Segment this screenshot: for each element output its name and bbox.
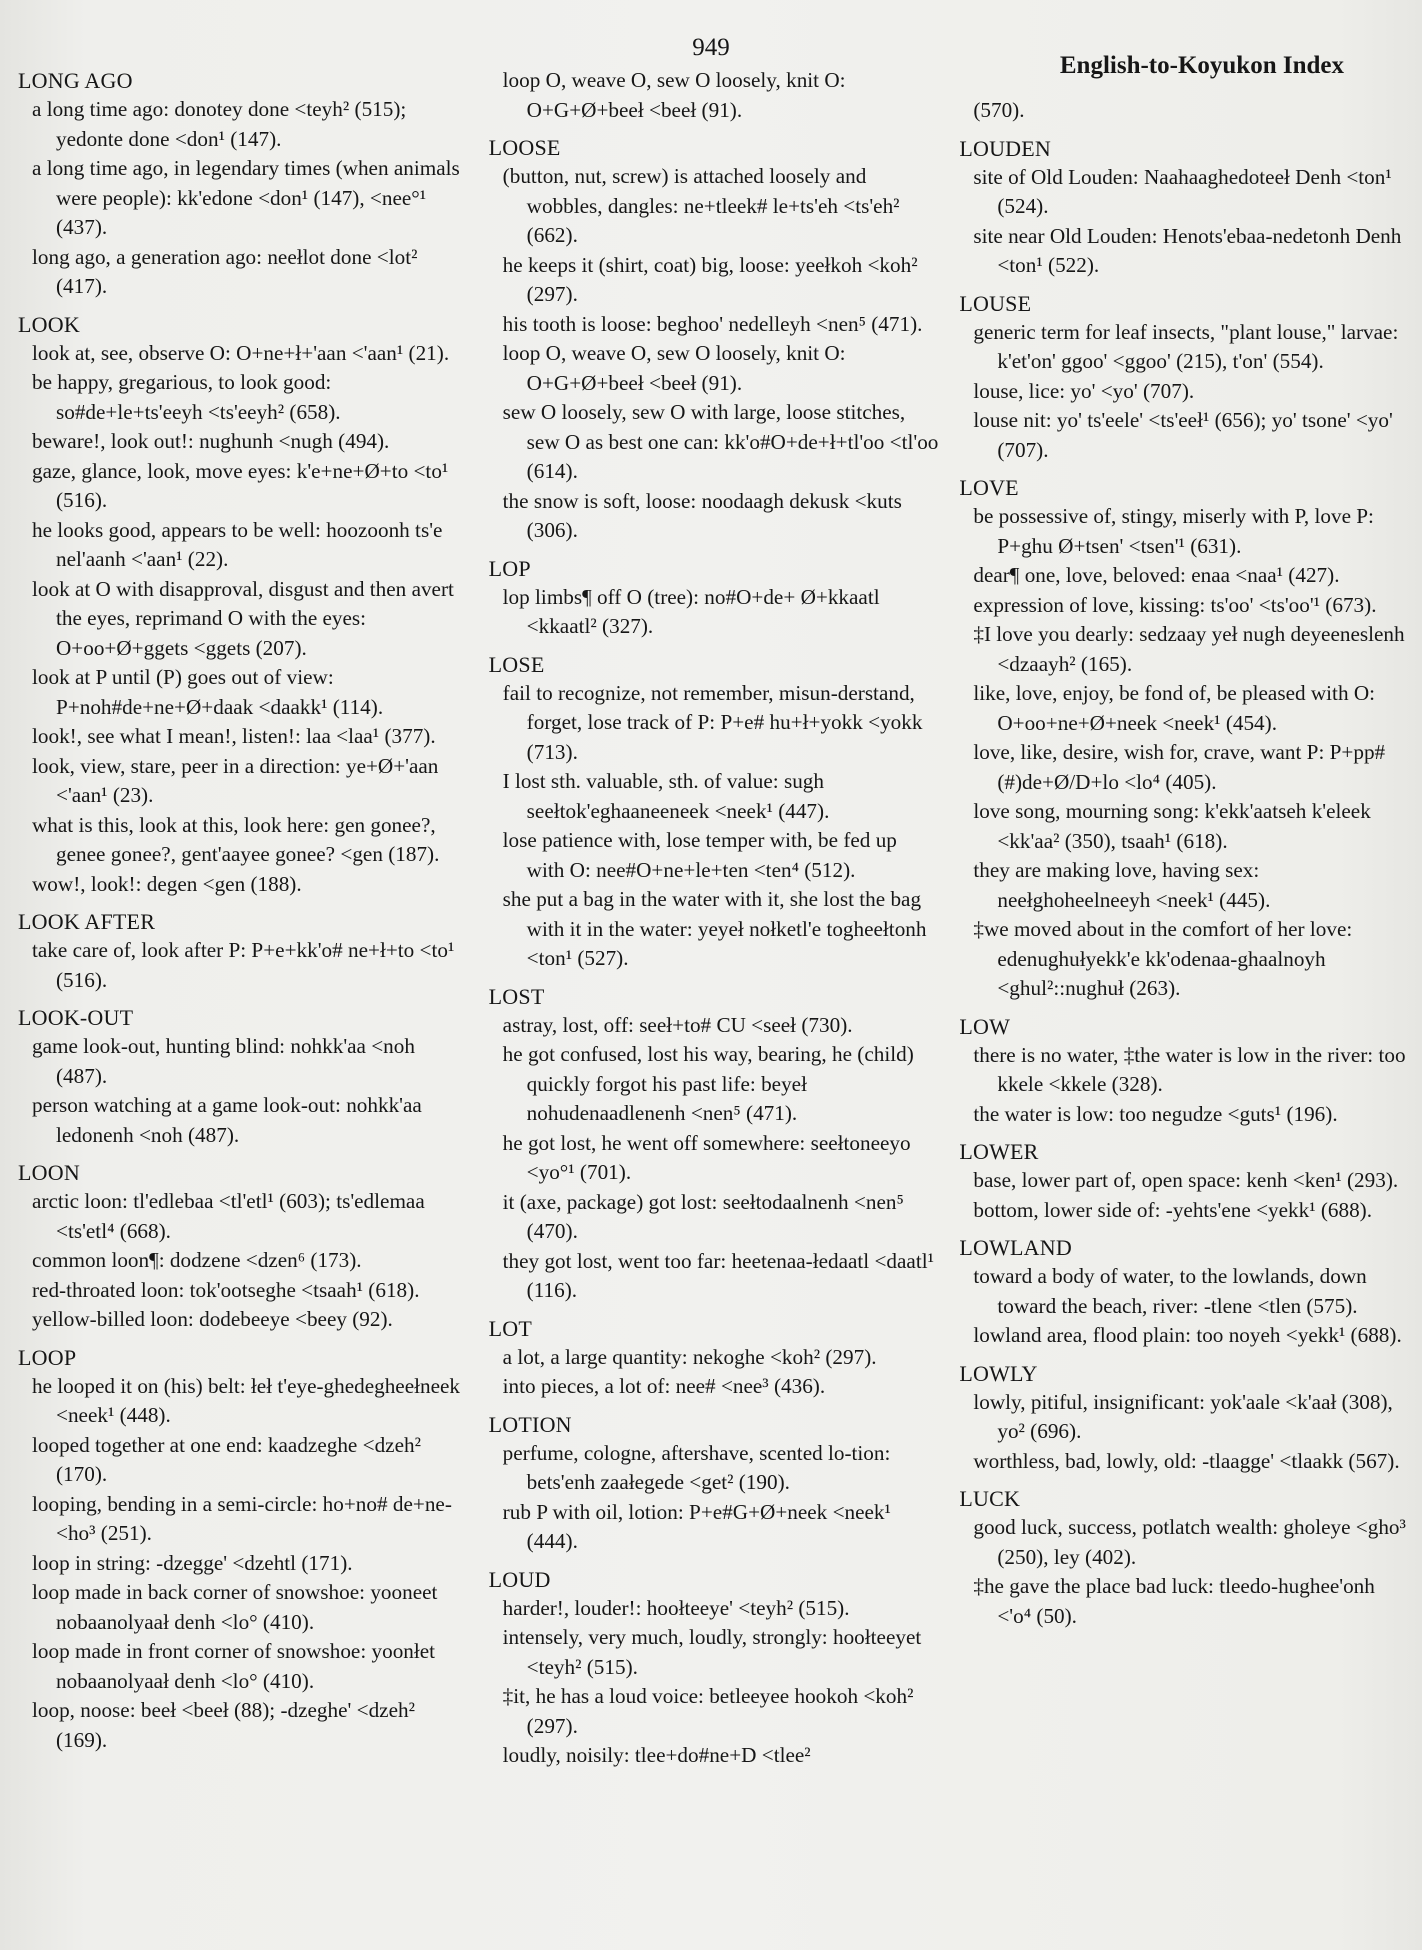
index-entry: look!, see what I mean!, listen!: laa <laa¹ (377). [32,724,436,748]
headword: LOT [488,1315,533,1341]
index-entry: lop limbs¶ off O (tree): no#O+de+ Ø+kkaatl <kkaatl² (327). [502,584,880,638]
index-entry: look at P until (P) goes out of view: P+noh#de+ne+Ø+daak <daakk¹ (114). [32,665,384,719]
index-entry: bottom, lower side of: -yehts'ene <yekk¹ (688). [973,1197,1373,1222]
index-entry: the water is low: too negudze <guts¹ (196). [973,1101,1338,1126]
headword: LOOK AFTER [18,909,156,934]
page-number: 949 [692,34,730,61]
index-entry: person watching at a game look-out: nohkk'aa ledonenh <noh (487). [32,1093,422,1147]
index-entry: wow!, look!: degen <gen (188). [32,871,302,896]
index-entry: loop in string: -dzegge' <dzehtl (171). [32,1550,353,1575]
index-entry: he looped it on (his) belt: łeł t'eye-ghedegheełneek <neek¹ (448). [32,1373,461,1427]
index-entry: a long time ago: donotey done <teyh² (515); yedonte done <don¹ (147). [32,97,407,151]
index-entry: they got lost, went too far: heetenaa-łedaatl <daatl¹ (116). [502,1248,934,1302]
index-entry: she put a bag in the water with it, she lost the bag with it in the water: yeyeł nołketl'e togheełtonh <ton¹ (527). [502,887,927,970]
index-entry: red-throated loon: tok'ootseghe <tsaah¹ (618). [32,1277,420,1302]
index-entry: ‡I love you dearly: sedzaay yeł nugh deyeeneslenh <dzaayh² (165). [973,622,1405,676]
index-entry: louse, lice: yo' <yo' (707). [973,378,1195,403]
index-entry: generic term for leaf insects, "plant louse," larvae: k'et'on' ggoo' <ggoo' (215), t'on' (554). [973,319,1399,373]
headword: LOST [488,983,545,1009]
index-entry: site of Old Louden: Naahaaghedoteeł Denh <ton¹ (524). [973,164,1392,218]
index-entry: long ago, a generation ago: neełlot done <lot² (417). [32,244,418,298]
index-entry: like, love, enjoy, be fond of, be pleased with O: O+oo+ne+Ø+neek <neek¹ (454). [973,681,1376,735]
index-entry: a lot, a large quantity: nekoghe <koh² (297). [502,1344,877,1369]
index-entry: be possessive of, stingy, miserly with P, love P: P+ghu Ø+tsen' <tsen'¹ (631). [973,504,1374,558]
headword: LOOP [18,1344,77,1370]
index-entry: he looks good, appears to be well: hoozoonh ts'e nel'aanh <'aan¹ (22). [32,517,443,571]
index-entry: louse nit: yo' ts'eele' <ts'eeł¹ (656); yo' tsone' <yo' (707). [973,408,1393,462]
headword: LOWLAND [959,1235,1072,1260]
index-entry: base, lower part of, open space: kenh <ken¹ (293). [973,1168,1399,1192]
index-entry: it (axe, package) got lost: seełtodaalnenh <nen⁵ (470). [502,1189,904,1243]
index-entry: love song, mourning song: k'ekk'aatseh k'eleek <kk'aa² (350), tsaah¹ (618). [973,799,1371,853]
index-entry: what is this, look at this, look here: gen gonee?, genee gonee?, gent'aayee gonee? <gen (187). [32,812,440,866]
headword: LONG AGO [18,68,133,93]
index-entry: his tooth is loose: beghoo' nedelleyh <nen⁵ (471). [502,311,923,336]
index-entry: toward a body of water, to the lowlands, down toward the beach, river: -tlene <tlen (575). [973,1264,1367,1318]
index-entry: gaze, glance, look, move eyes: k'e+ne+Ø+to <to¹ (516). [32,458,449,512]
index-entry: (button, nut, screw) is attached loosely and wobbles, dangles: ne+tleek# le+ts'eh <ts'eh² (662). [502,164,900,247]
headword: LOW [959,1013,1011,1039]
headword: LOOK [18,311,80,337]
index-entry: looping, bending in a semi-circle: ho+no# de+ne- <ho³ (251). [32,1491,452,1545]
index-entry: look at O with disapproval, disgust and then avert the eyes, reprimand O with the eyes: O+oo+Ø+ggets <ggets (207). [32,576,454,660]
headword: LUCK [959,1486,1021,1511]
index-entry: fail to recognize, not remember, misun-derstand, forget, lose track of P: P+e# hu+ł+yokk <yokk (713). [502,680,923,764]
index-entry: lose patience with, lose temper with, be fed up with O: nee#O+ne+le+ten <ten⁴ (512). [502,828,897,882]
index-entry: game look-out, hunting blind: nohkk'aa <noh (487). [32,1034,415,1088]
index-entry: (570). [973,98,1025,122]
index-entry: loop O, weave O, sew O loosely, knit O: O+G+Ø+beeł <beeł (91). [502,341,846,395]
headword: LOTION [488,1411,572,1437]
index-entry: look, view, stare, peer in a direction: ye+Ø+'aan <'aan¹ (23). [32,753,439,807]
index-entry: dear¶ one, love, beloved: enaa <naa¹ (427). [973,563,1340,587]
headword: LOVE [959,475,1019,500]
index-entry: love, like, desire, wish for, crave, want P: P+pp#(#)de+Ø/D+lo <lo⁴ (405). [973,740,1386,794]
index-entry: loop made in back corner of snowshoe: yooneet nobaanolyaał denh <lo° (410). [32,1580,438,1634]
index-entry: he got lost, he went off somewhere: seełtoneeyo <yo°¹ (701). [502,1130,911,1184]
index-entry: common loon¶: dodzene <dzen⁶ (173). [32,1248,362,1272]
headword: LOWER [959,1139,1039,1164]
index-entry: loudly, noisily: tlee+do#ne+D <tlee² [502,1743,811,1767]
index-entry: take care of, look after P: P+e+kk'o# ne+ł+to <to¹ (516). [32,938,455,992]
index-entry: arctic loon: tl'edlebaa <tl'etl¹ (603); ts'edlemaa <ts'etl⁴ (668). [32,1189,425,1243]
index-entry: astray, lost, off: seeł+to# CU <seeł (730). [502,1012,853,1037]
index-entry: the snow is soft, loose: noodaagh dekusk <kuts (306). [502,488,902,542]
index-entry: ‡we moved about in the comfort of her love: edenughułyekk'e kk'odenaa-ghaalnoyh <ghul²::nughuł (263). [973,917,1353,1000]
index-entry: harder!, louder!: hoołteeye' <teyh² (515). [502,1595,850,1620]
index-entry: rub P with oil, lotion: P+e#G+Ø+neek <neek¹ (444). [502,1499,891,1553]
index-entry: a long time ago, in legendary times (when animals were people): kk'edone <don¹ (147), <nee°¹ (437). [32,156,460,239]
index-entry: sew O loosely, sew O with large, loose stitches, sew O as best one can: kk'o#O+de+ł+tl'oo <tl'oo (614). [502,400,939,483]
index-entry: ‡he gave the place bad luck: tleedo-hughee'onh <'o⁴ (50). [973,1574,1375,1628]
index-column-2 [489,66,940,1936]
headword: LOOSE [488,135,561,160]
index-entry: there is no water, ‡the water is low in the river: too kkele <kkele (328). [973,1042,1406,1096]
headword: LOUSE [959,290,1032,316]
headword: LOUDEN [959,135,1051,161]
index-entry: ‡it, he has a loud voice: betleeyee hookoh <koh² (297). [502,1684,914,1738]
index-entry: loop made in front corner of snowshoe: yoonłet nobaanolyaał denh <lo° (410). [32,1639,436,1693]
index-column-3 [959,96,1410,1936]
index-entry: I lost sth. valuable, sth. of value: sugh seełtok'eghaaneeneek <neek¹ (447). [502,769,830,823]
index-column-1 [18,66,469,1936]
index-entry: into pieces, a lot of: nee# <nee³ (436). [502,1374,826,1398]
index-columns [18,66,1410,1936]
headword: LOON [18,1160,80,1185]
index-entry: worthless, bad, lowly, old: -tlaagge' <tlaakk (567). [973,1448,1400,1473]
index-entry: he got confused, lost his way, bearing, he (child) quickly forgot his past life: beyeł nohudenaadlenenh <nen⁵ (471). [502,1042,914,1125]
index-entry: good luck, success, potlatch wealth: gholeye <gho³ (250), ley (402). [973,1515,1406,1569]
index-entry: perfume, cologne, aftershave, scented lo-tion: bets'enh zaałegede <get² (190). [502,1440,891,1494]
headword: LOP [488,555,531,581]
index-entry: look at, see, observe O: O+ne+ł+'aan <'aan¹ (21). [32,340,450,365]
index-entry: he keeps it (shirt, coat) big, loose: yeełkoh <koh² (297). [502,252,918,306]
headword: LOOK-OUT [18,1005,134,1030]
index-entry: loop, noose: beeł <beeł (88); -dzeghe' <dzeh² (169). [32,1698,415,1752]
index-entry: beware!, look out!: nughunh <nugh (494). [32,429,390,453]
index-entry: looped together at one end: kaadzeghe <dzeh² (170). [32,1432,421,1486]
index-entry: expression of love, kissing: ts'oo' <ts'oo'¹ (673). [973,592,1377,617]
headword: LOWLY [959,1360,1038,1386]
index-entry: be happy, gregarious, to look good: so#de+le+ts'eeyh <ts'eeyh² (658). [32,370,341,424]
headword: LOSE [488,651,545,677]
running-head: English-to-Koyukon Index [1059,52,1344,79]
headword: LOUD [488,1566,551,1592]
index-entry: lowly, pitiful, insignificant: yok'aale <k'aał (308), yo² (696). [973,1389,1393,1443]
index-entry: yellow-billed loon: dodebeeye <beey (92). [32,1307,393,1331]
index-entry: intensely, very much, loudly, strongly: hoołteeyet <teyh² (515). [502,1625,922,1679]
index-entry: loop O, weave O, sew O loosely, knit O: O+G+Ø+beeł <beeł (91). [502,68,846,122]
index-entry: site near Old Louden: Henots'ebaa-nedetonh Denh <ton¹ (522). [973,223,1402,277]
index-entry: lowland area, flood plain: too noyeh <yekk¹ (688). [973,1323,1402,1347]
index-entry: they are making love, having sex: neełghoheelneeyh <neek¹ (445). [973,858,1271,912]
